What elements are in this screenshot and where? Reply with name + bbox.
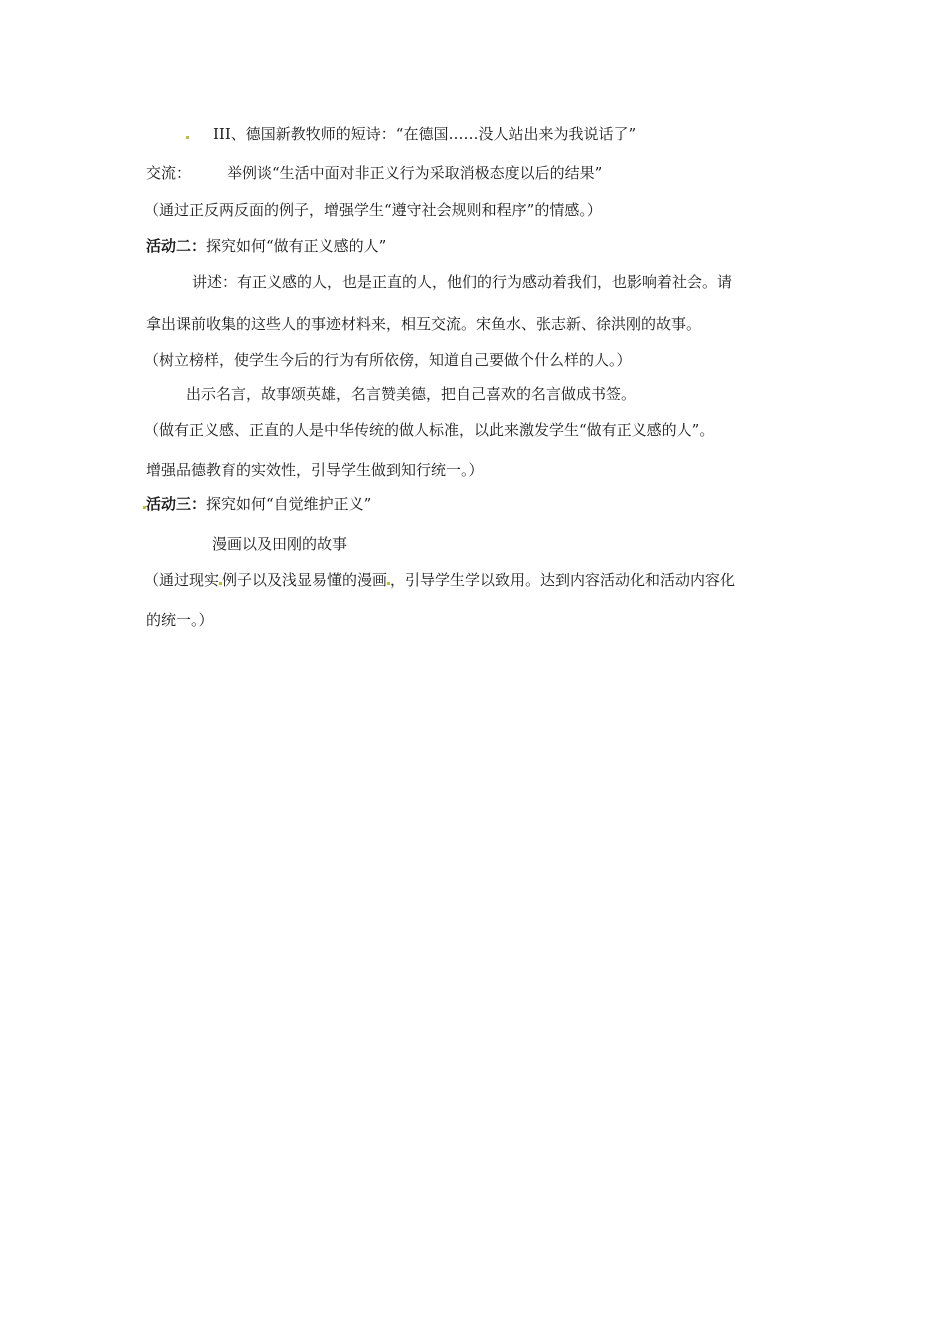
line-note-2	[144, 350, 632, 370]
narration-continued: 拿出课前收集的这些人的事迹材料来，相互交流。宋鱼水、张志新、徐洪刚的故事。	[146, 315, 702, 333]
exchange-text: 举例谈“生活中面对非正义行为采取消极态度以后的结果”	[227, 164, 603, 182]
activity-2-title: 探究如何“做有正义感的人”	[206, 237, 387, 255]
margin-marker-icon	[186, 136, 189, 139]
line-note-4	[144, 570, 735, 590]
note-text: （做有正义感、正直的人是中华传统的做人标准，以此来激发学生“做有正义感的人”。	[144, 421, 715, 439]
line-quotes	[186, 384, 636, 404]
note-text-continued: 的统一。）	[146, 611, 214, 629]
note-text-part-1: （通过现实	[144, 571, 220, 589]
note-text: （通过正反两反面的例子，增强学生“遵守社会规则和程序”的情感。）	[144, 201, 602, 219]
comic-text: 漫画以及田刚的故事	[212, 535, 348, 553]
line-poem	[186, 124, 636, 144]
line-narration-cont	[146, 314, 701, 334]
line-exchange	[146, 163, 602, 183]
line-note-1	[144, 200, 602, 220]
activity-3-label: 活动三：	[146, 495, 207, 513]
exchange-label: 交流：	[146, 164, 192, 182]
line-note-4-cont	[146, 610, 214, 630]
narration-text: 讲述：有正义感的人，也是正直的人，他们的行为感动着我们，也影响着社会。请	[192, 273, 733, 291]
line-activity-3	[143, 494, 371, 514]
note-text-part-3: ，引导学生学以致用。达到内容活动化和活动内容化	[390, 571, 736, 589]
quotes-text: 出示名言，故事颂英雄，名言赞美德，把自己喜欢的名言做成书签。	[186, 385, 637, 403]
line-narration	[192, 272, 732, 292]
note-text: （树立榜样，使学生今后的行为有所依傍，知道自己要做个什么样的人。）	[144, 351, 632, 369]
activity-3-title: 探究如何“自觉维护正义”	[206, 495, 372, 513]
line-activity-2	[146, 236, 386, 256]
activity-2-label: 活动二：	[146, 237, 207, 255]
line-note-3-cont	[146, 460, 484, 480]
line-note-3	[144, 420, 714, 440]
line-comic	[212, 534, 347, 554]
note-text-continued: 增强品德教育的实效性，引导学生做到知行统一。）	[146, 461, 484, 479]
note-text-part-2: 例子以及浅显易懂的漫画	[222, 571, 388, 589]
poem-heading: III、德国新教牧师的短诗：“在德国……没人站出来为我说话了”	[213, 125, 637, 143]
